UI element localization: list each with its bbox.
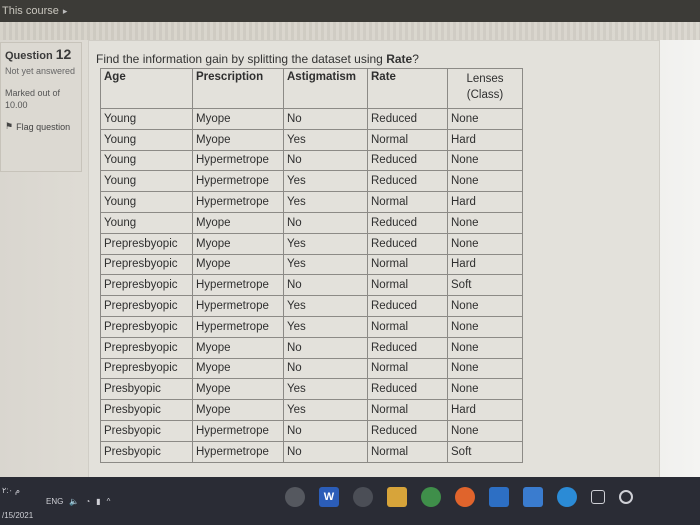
cell-age: Prepresbyopic xyxy=(101,296,193,317)
chrome-icon[interactable] xyxy=(421,487,441,507)
chevron-right-icon: ▸ xyxy=(62,5,68,16)
cell-prescription: Hypermetrope xyxy=(193,420,284,441)
table-row xyxy=(101,275,523,296)
cell-lenses: None xyxy=(448,337,523,358)
firefox-icon[interactable] xyxy=(455,487,475,507)
table-row xyxy=(101,109,523,130)
question-number xyxy=(5,46,77,62)
table-row xyxy=(101,129,523,150)
cell-lenses: None xyxy=(448,150,523,171)
cell-prescription: Myope xyxy=(193,254,284,275)
clock-date: /15/2021 xyxy=(2,511,34,520)
cell-prescription: Myope xyxy=(193,109,284,130)
cell-astigmatism: No xyxy=(284,150,368,171)
header-rate: Rate xyxy=(368,69,448,109)
table-row xyxy=(101,358,523,379)
store-icon[interactable] xyxy=(523,487,543,507)
cell-age: Prepresbyopic xyxy=(101,233,193,254)
taskbar xyxy=(0,477,700,525)
search-icon[interactable] xyxy=(285,487,305,507)
cell-astigmatism: Yes xyxy=(284,400,368,421)
header-age: Age xyxy=(101,69,193,109)
cell-rate: Reduced xyxy=(368,337,448,358)
cell-age: Young xyxy=(101,192,193,213)
question-label: Question xyxy=(5,50,53,62)
cell-prescription: Hypermetrope xyxy=(193,171,284,192)
cell-rate: Normal xyxy=(368,358,448,379)
mail-icon[interactable] xyxy=(489,487,509,507)
cell-rate: Reduced xyxy=(368,212,448,233)
cell-lenses: None xyxy=(448,420,523,441)
header-astigmatism: Astigmatism xyxy=(284,69,368,109)
table-row xyxy=(101,254,523,275)
cell-astigmatism: No xyxy=(284,441,368,462)
question-text-bold: Rate xyxy=(386,52,413,66)
battery-icon[interactable]: ▮ xyxy=(96,497,101,506)
cell-astigmatism: Yes xyxy=(284,379,368,400)
cell-lenses: Hard xyxy=(448,129,523,150)
cell-astigmatism: No xyxy=(284,420,368,441)
cell-prescription: Hypermetrope xyxy=(193,316,284,337)
table-row xyxy=(101,379,523,400)
table-row xyxy=(101,212,523,233)
task-view-icon[interactable] xyxy=(591,490,605,504)
cell-age: Prepresbyopic xyxy=(101,316,193,337)
cell-rate: Normal xyxy=(368,275,448,296)
cell-lenses: None xyxy=(448,316,523,337)
cell-age: Prepresbyopic xyxy=(101,358,193,379)
cell-rate: Reduced xyxy=(368,150,448,171)
cell-rate: Normal xyxy=(368,400,448,421)
table-row xyxy=(101,420,523,441)
cell-astigmatism: No xyxy=(284,275,368,296)
cell-lenses: None xyxy=(448,379,523,400)
table-row xyxy=(101,400,523,421)
cell-rate: Normal xyxy=(368,192,448,213)
cell-age: Young xyxy=(101,129,193,150)
cell-rate: Normal xyxy=(368,129,448,150)
cell-prescription: Myope xyxy=(193,400,284,421)
header-band xyxy=(0,22,700,40)
cell-lenses: None xyxy=(448,212,523,233)
cell-rate: Normal xyxy=(368,254,448,275)
cell-prescription: Hypermetrope xyxy=(193,192,284,213)
header-lenses-line2: (Class) xyxy=(466,89,504,101)
cell-rate: Normal xyxy=(368,316,448,337)
folder-icon[interactable] xyxy=(387,487,407,507)
cell-lenses: None xyxy=(448,109,523,130)
cell-age: Presbyopic xyxy=(101,379,193,400)
app-icon[interactable] xyxy=(353,487,373,507)
cell-astigmatism: Yes xyxy=(284,233,368,254)
cell-prescription: Myope xyxy=(193,212,284,233)
volume-icon[interactable]: 🔈 xyxy=(69,497,80,506)
cell-age: Presbyopic xyxy=(101,420,193,441)
cell-prescription: Myope xyxy=(193,129,284,150)
cell-prescription: Hypermetrope xyxy=(193,441,284,462)
marked-out-of: Marked out of 10.00 xyxy=(5,88,61,110)
header-prescription: Prescription xyxy=(193,69,284,109)
cell-rate: Reduced xyxy=(368,171,448,192)
cell-age: Young xyxy=(101,150,193,171)
taskbar-apps xyxy=(285,487,633,507)
table-row xyxy=(101,192,523,213)
cell-astigmatism: Yes xyxy=(284,296,368,317)
cell-lenses: None xyxy=(448,296,523,317)
cell-astigmatism: Yes xyxy=(284,129,368,150)
cell-lenses: None xyxy=(448,233,523,254)
cell-lenses: None xyxy=(448,171,523,192)
chevron-up-icon[interactable]: ^ xyxy=(106,497,111,506)
cell-rate: Normal xyxy=(368,441,448,462)
question-text-suffix: ? xyxy=(412,52,419,66)
cell-lenses: Hard xyxy=(448,400,523,421)
question-text xyxy=(96,52,419,66)
cell-age: Prepresbyopic xyxy=(101,254,193,275)
cell-lenses: Soft xyxy=(448,441,523,462)
wifi-icon[interactable]: ◔ xyxy=(85,497,91,506)
cell-rate: Reduced xyxy=(368,379,448,400)
table-row xyxy=(101,150,523,171)
language-indicator[interactable]: ENG xyxy=(46,497,64,506)
cell-prescription: Hypermetrope xyxy=(193,296,284,317)
header-lenses xyxy=(448,69,523,109)
cell-rate: Reduced xyxy=(368,233,448,254)
cell-lenses: Hard xyxy=(448,254,523,275)
table-header-row xyxy=(101,69,523,109)
cell-prescription: Hypermetrope xyxy=(193,150,284,171)
question-number-value: 12 xyxy=(55,46,72,62)
table-row xyxy=(101,337,523,358)
cell-age: Young xyxy=(101,212,193,233)
cell-prescription: Myope xyxy=(193,233,284,254)
edge-icon[interactable] xyxy=(557,487,577,507)
cell-prescription: Myope xyxy=(193,358,284,379)
cell-lenses: Soft xyxy=(448,275,523,296)
cell-rate: Reduced xyxy=(368,296,448,317)
cell-age: Young xyxy=(101,171,193,192)
cell-prescription: Hypermetrope xyxy=(193,275,284,296)
clock-time: م ٢:٠ xyxy=(2,486,21,495)
question-status: Not yet answered xyxy=(5,66,76,76)
cell-lenses: Hard xyxy=(448,192,523,213)
flag-icon: ⚑ xyxy=(5,121,14,131)
system-tray xyxy=(46,497,110,506)
cell-prescription: Myope xyxy=(193,337,284,358)
word-icon[interactable]: W xyxy=(319,487,339,507)
table-row xyxy=(101,316,523,337)
table-row xyxy=(101,233,523,254)
flag-question-label[interactable]: Flag question xyxy=(16,121,71,132)
header-lenses-line1: Lenses xyxy=(466,73,504,85)
cell-prescription: Myope xyxy=(193,379,284,400)
course-nav[interactable] xyxy=(0,0,700,22)
cell-astigmatism: Yes xyxy=(284,192,368,213)
cell-astigmatism: No xyxy=(284,358,368,379)
cell-age: Prepresbyopic xyxy=(101,275,193,296)
cell-astigmatism: No xyxy=(284,212,368,233)
cell-age: Presbyopic xyxy=(101,400,193,421)
question-info-panel xyxy=(0,42,82,172)
question-text-prefix: Find the information gain by splitting the dataset using xyxy=(96,52,387,66)
dataset-table xyxy=(100,68,523,463)
cell-rate: Reduced xyxy=(368,420,448,441)
course-nav-label[interactable]: This course xyxy=(2,5,59,17)
table-row xyxy=(101,296,523,317)
cell-age: Presbyopic xyxy=(101,441,193,462)
cell-astigmatism: Yes xyxy=(284,171,368,192)
flag-question-button[interactable] xyxy=(5,121,77,132)
cell-astigmatism: Yes xyxy=(284,316,368,337)
cell-rate: Reduced xyxy=(368,109,448,130)
cell-astigmatism: No xyxy=(284,337,368,358)
quiz-page xyxy=(0,22,700,477)
cell-astigmatism: Yes xyxy=(284,254,368,275)
cell-lenses: None xyxy=(448,358,523,379)
cell-age: Young xyxy=(101,109,193,130)
table-row xyxy=(101,171,523,192)
cortana-icon[interactable] xyxy=(619,490,633,504)
table-body xyxy=(101,109,523,463)
cell-age: Prepresbyopic xyxy=(101,337,193,358)
table-row xyxy=(101,441,523,462)
cell-astigmatism: No xyxy=(284,109,368,130)
